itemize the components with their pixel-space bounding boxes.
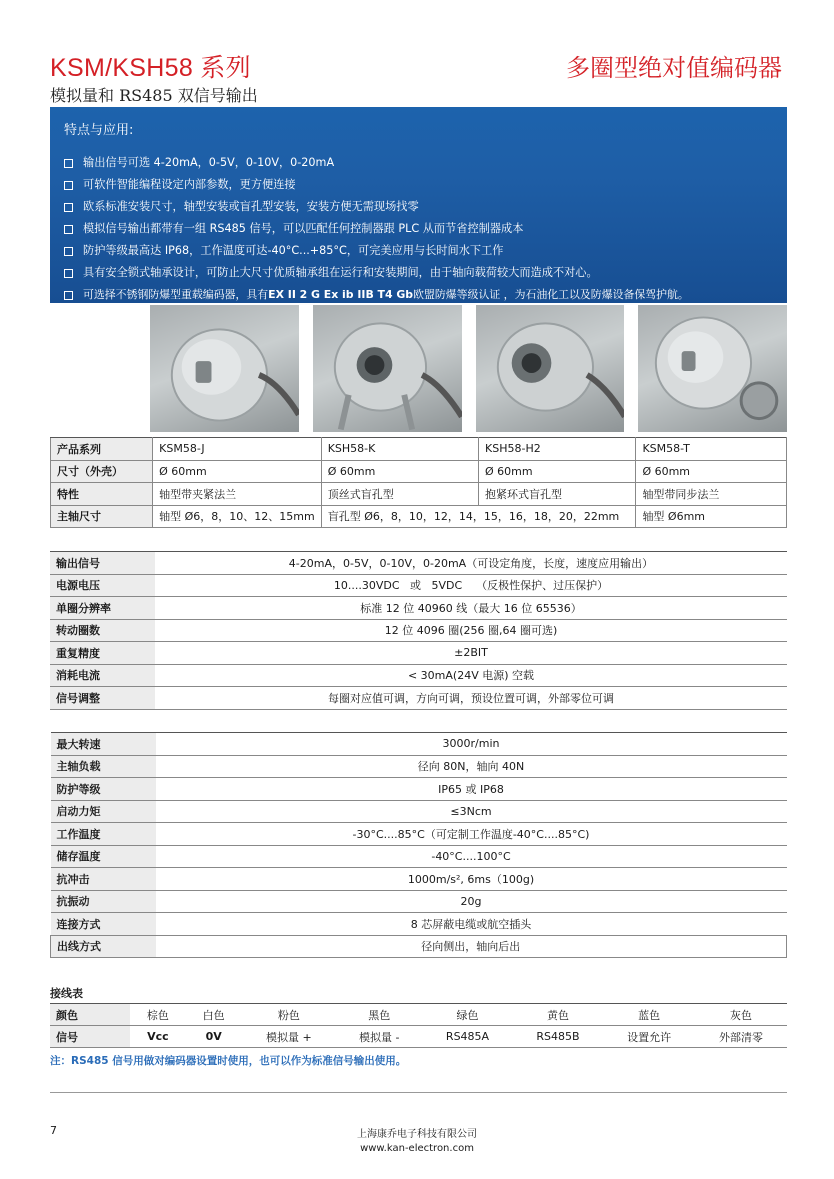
table-row: 防护等级 IP65 或 IP68 — [51, 778, 787, 801]
table-row: 连接方式 8 芯屏蔽电缆或航空插头 — [51, 913, 787, 936]
product-table — [50, 437, 787, 528]
photo-ksh58-h2 — [476, 305, 625, 432]
feature-item: 输出信号可选 4-20mA，0-5V，0-10V，0-20mA — [64, 152, 773, 174]
table-row: 最大转速 3000r/min — [51, 733, 787, 756]
wiring-title: 接线表 — [50, 987, 83, 1000]
feature-item: 欧系标准安装尺寸，轴型安装或盲孔型安装，安装方便无需现场找零 — [64, 196, 773, 218]
page-number: 7 — [50, 1124, 57, 1137]
table-row: 信号调整 每圈对应值可调，方向可调，预设位置可调，外部零位可调 — [50, 687, 787, 710]
wiring-table — [50, 1003, 787, 1048]
features-panel — [50, 107, 787, 303]
table-row: 抗冲击 1000m/s², 6ms（100g) — [51, 868, 787, 891]
company-name: 上海康乔电子科技有限公司 — [357, 1129, 477, 1140]
table-row: 主轴负载 径向 80N，轴向 40N — [51, 755, 787, 778]
checkbox-icon — [64, 159, 73, 168]
checkbox-icon — [64, 181, 73, 190]
feature-item: 防护等级最高达 IP68，工作温度可达-40°C...+85°C，可完美应用与长时间水下工作 — [64, 240, 773, 262]
table-row: 信号 Vcc 0V 模拟量 + 模拟量 - RS485A RS485B 设置允许 外部清零 — [50, 1026, 787, 1048]
footer-divider — [50, 1092, 787, 1093]
checkbox-icon — [64, 225, 73, 234]
table-row: 输出信号 4-20mA，0-5V，0-10V，0-20mA（可设定角度，长度，速度应用输出） — [50, 552, 787, 575]
encoder-shaft-clamp-image — [150, 305, 299, 432]
table-row: 消耗电流 < 30mA(24V 电源) 空载 — [50, 664, 787, 687]
table-row: 转动圈数 12 位 4096 圈(256 圈,64 圈可选) — [50, 619, 787, 642]
table-row: 抗振动 20g — [51, 890, 787, 913]
table-row: 主轴尺寸 轴型 Ø6，8，10、12、15mm 盲孔型 Ø6，8，10，12，14，15，16，18，20，22mm 轴型 Ø6mm — [51, 505, 787, 528]
photo-ksm58-j — [150, 305, 299, 432]
feature-item: 具有安全锁式轴承设计，可防止大尺寸优质轴承组在运行和安装期间，由于轴向载荷较大而造成不对心。 — [64, 262, 773, 284]
checkbox-icon — [64, 203, 73, 212]
product-photos — [150, 305, 787, 432]
feature-item: 可选择不锈钢防爆型重载编码器，具有 EX II 2 G Ex ib IIB T4 Gb 欧盟防爆等级认证 ，为石油化工以及防爆设备保驾护航。 — [64, 284, 773, 306]
features-list — [64, 152, 773, 306]
table-row: 产品系列 KSM58-J KSH58-K KSH58-H2 KSM58-T — [51, 438, 787, 461]
photo-ksh58-k — [313, 305, 462, 432]
table-row: 电源电压 10....30VDC 或 5VDC （反极性保护、过压保护） — [50, 574, 787, 597]
feature-item: 可软件智能编程设定内部参数，更方便连接 — [64, 174, 773, 196]
table-row: 启动力矩 ≤3Ncm — [51, 800, 787, 823]
feature-item: 模拟信号输出都带有一组 RS485 信号，可以匹配任何控制器跟 PLC 从而节省控制器成本 — [64, 218, 773, 240]
table-row: 尺寸（外壳） Ø 60mm Ø 60mm Ø 60mm Ø 60mm — [51, 460, 787, 483]
table-row: 重复精度 ±2BIT — [50, 642, 787, 665]
product-title: 多圈型绝对值编码器 — [566, 54, 782, 82]
checkbox-icon — [64, 291, 73, 300]
website-link[interactable]: www.kan-electron.com — [360, 1143, 474, 1154]
table-row: 特性 轴型带夹紧法兰 顶丝式盲孔型 抱紧环式盲孔型 轴型带同步法兰 — [51, 483, 787, 506]
checkbox-icon — [64, 247, 73, 256]
checkbox-icon — [64, 269, 73, 278]
table-row: 单圈分辨率 标准 12 位 40960 线（最大 16 位 65536） — [50, 597, 787, 620]
series-title: KSM/KSH58 系列 — [50, 54, 251, 82]
electrical-spec-table — [50, 551, 787, 710]
table-row: 出线方式 径向侧出，轴向后出 — [51, 935, 787, 958]
encoder-sync-flange-image — [638, 305, 787, 432]
features-title: 特点与应用: — [64, 123, 134, 138]
wiring-note: 注：RS485 信号用做对编码器设置时使用，也可以作为标准信号输出使用。 — [50, 1055, 407, 1067]
subtitle: 模拟量和 RS485 双信号输出 — [50, 86, 258, 105]
table-row: 工作温度 -30°C....85°C（可定制工作温度-40°C....85°C) — [51, 823, 787, 846]
mechanical-spec-table — [50, 732, 787, 958]
table-row: 储存温度 -40°C....100°C — [51, 845, 787, 868]
table-row: 颜色 棕色 白色 粉色 黑色 绿色 黄色 蓝色 灰色 — [50, 1004, 787, 1026]
photo-ksm58-t — [638, 305, 787, 432]
encoder-blind-hole-image — [313, 305, 462, 432]
encoder-clamp-ring-image — [476, 305, 625, 432]
